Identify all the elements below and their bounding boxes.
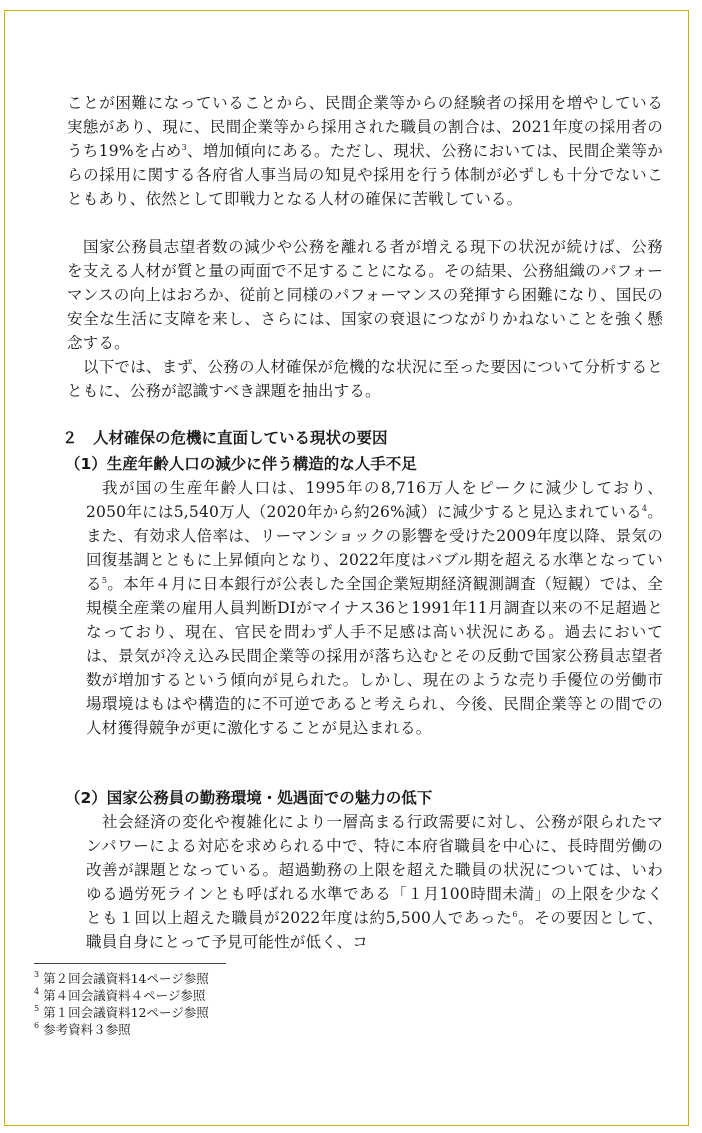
footnote-5-number: 5	[34, 1004, 40, 1013]
footnote-3	[34, 971, 209, 987]
paragraph-2: 国家公務員志望者数の減少や公務を離れる者が増える現下の状況が続けば、公務を支える人材が質と量の両面で不足することになる。その結果、公務組織のパフォーマンスの向上はおろか、従前と同様のパフォーマンスの発揮すら困難になり、国民の安全な生活に支障を来し、さらには、国家の衰退につながりかねないことを強く懸念する。	[67, 238, 663, 352]
footnote-4-number: 4	[34, 987, 40, 996]
footnote-6	[34, 1022, 131, 1038]
footnote-ref-4[interactable]: 4	[641, 504, 648, 513]
paragraph-3: 以下では、まず、公務の人材確保が危機的な状況に至った要因について分析するとともに、公務が認識すべき課題を抽出する。	[67, 358, 663, 400]
footnote-4-text: 第４回会議資料４ページ参照	[43, 988, 206, 1003]
footnote-ref-6[interactable]: 6	[512, 910, 518, 919]
section-2-heading: ２ 人材確保の危機に直面している現状の要因	[62, 429, 388, 447]
subsection-1-text-a: 我が国の生産年齢人口は、1995年の8,716万人をピークに減少しており、2050年には5,540万人（2020年から約26%減）に減少すると見込まれている	[86, 479, 663, 521]
subsection-2-text-b: 。その要因として、職員自身にとって予見可能性が低く、コ	[86, 909, 663, 951]
paragraph-1-text-a: ことが困難になっていることから、民間企業等からの経験者の採用を増やしている実態があり、現に、民間企業等から採用された職員の割合は、2021年度の採用者のうち19%を占め	[67, 94, 663, 160]
footnote-ref-3[interactable]: 3	[181, 143, 187, 152]
subsection-2-heading: （2）国家公務員の勤務環境・処遇面での魅力の低下	[65, 789, 433, 807]
subsection-2-text-a: 社会経済の変化や複雑化により一層高まる行政需要に対し、公務が限られたマンパワーによる対応を求められる中で、特に本府省職員を中心に、長時間労働の改善が課題となっている。超過勤務の上限を超えた職員の状況については、いわゆる過労死ラインとも呼ばれる水準である「１月100時間未満」の上限を少なくとも１回以上超えた職員が2022年度は約5,500人であった	[86, 813, 663, 927]
subsection-2-body	[86, 810, 663, 954]
footnote-3-number: 3	[34, 970, 40, 979]
footnote-6-text: 参考資料３参照	[43, 1022, 131, 1037]
subsection-1-text-b: 。また、有効求人倍率は、リーマンショックの影響を受けた2009年度以降、景気の回復基調とともに上昇傾向となり、2022年度はバブル期を超える水準となっている	[86, 503, 664, 593]
footnote-6-number: 6	[34, 1021, 40, 1030]
footnote-4	[34, 988, 205, 1004]
footnote-5	[34, 1005, 209, 1021]
footnote-ref-5[interactable]: 5	[101, 576, 108, 585]
paragraph-1	[67, 91, 663, 211]
subsection-1-text-c: 。本年４月に日本銀行が公表した全国企業短期経済観測調査（短観）では、全規模全産業の雇用人員判断DIがマイナス36と1991年11月調査以来の不足超過となっており、現在、官民を問わず人手不足感は高い状況にある。過去においては、景気が冷え込み民間企業等の採用が落ち込むとその反動で国家公務員志望者数が増加するという傾向が見られた。しかし、現在のような売り手優位の労働市場環境はもはや構造的に不可逆であると考えられ、今後、民間企業等との間での人材獲得競争が更に激化することが見込まれる。	[86, 575, 663, 737]
paragraph-1-text-b: 、増加傾向にある。ただし、現状、公務においては、民間企業等からの採用に関する各府省人事当局の知見や採用を行う体制が必ずしも十分でないこともあり、依然として即戦力となる人材の確保に苦戦している。	[67, 142, 663, 208]
subsection-1-heading: （1）生産年齢人口の減少に伴う構造的な人手不足	[65, 455, 417, 473]
footnote-3-text: 第２回会議資料14ページ参照	[43, 971, 209, 986]
subsection-1-body	[86, 476, 663, 740]
footnote-divider	[34, 963, 226, 964]
footnote-5-text: 第１回会議資料12ページ参照	[43, 1005, 209, 1020]
